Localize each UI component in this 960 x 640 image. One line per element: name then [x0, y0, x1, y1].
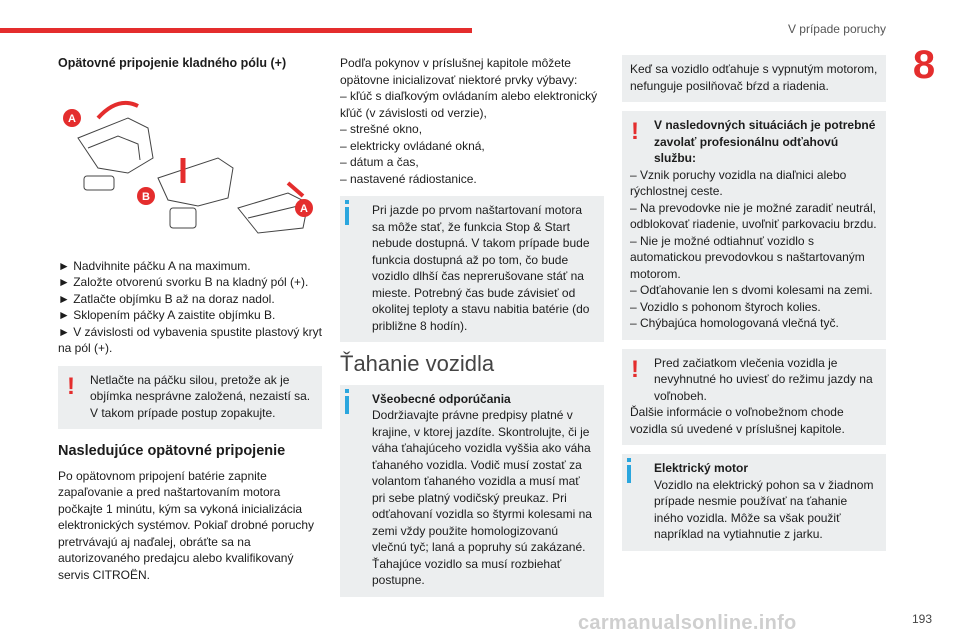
towing-heading: Ťahanie vozidla	[340, 351, 495, 376]
subsequent-reconnect-title: Nasledujúce opätovné pripojenie	[58, 443, 286, 459]
info-electric-text: Vozidlo na elektrický pohon sa v žiadnom prípade nesmie používať na ťahanie iného vozidla. Môže sa však použiť napríklad na vytiahnutie z jarku.	[654, 477, 874, 541]
warning-box-1	[58, 366, 322, 430]
warning-item: – Odťahovanie len s dvomi kolesami na zemi.	[630, 283, 873, 297]
warning-icon: !	[631, 355, 639, 383]
warning-item: – Vozidlo s pohonom štyroch kolies.	[630, 299, 821, 314]
reinit-item: – kľúč s diaľkovým ovládaním alebo elektronický kľúč (v závislosti od verzie),	[340, 89, 598, 120]
warning-item: – Vznik poruchy vozidla na diaľnici alebo rýchlostnej ceste.	[630, 167, 847, 198]
step-3: ► Zatlačte objímku B až na doraz nadol.	[58, 291, 275, 306]
column-3	[622, 55, 886, 560]
info-icon-dot	[345, 389, 349, 393]
info-icon-dot	[627, 458, 631, 462]
page-number: 193	[911, 612, 932, 626]
warning-professional-title: V nasledovných situáciách je potrebné zavolať profesionálnu odťahovú službu:	[654, 118, 876, 165]
note-box-brakes	[622, 55, 886, 102]
info-electric-title: Elektrický motor	[654, 461, 749, 475]
info-box-electric	[622, 454, 886, 551]
info-icon-dot	[345, 200, 349, 204]
info-icon	[345, 207, 349, 225]
battery-clamp-illustration	[58, 78, 322, 248]
column-1	[58, 55, 322, 583]
step-2: ► Založte otvorenú svorku B na kladný pól (+).	[58, 275, 309, 289]
reinit-item: – dátum a čas,	[340, 155, 419, 169]
label-a2: A	[300, 202, 308, 215]
warning-box-neutral	[622, 349, 886, 446]
warning-text: Netlačte na páčku silou, pretože ak je objímka nesprávne založená, nezaistí sa. V takom prípade postup zopakujte.	[90, 372, 311, 420]
info-general-text: Dodržiavajte právne predpisy platné v krajine, v ktorej jazdíte. Skontrolujte, či je váha ťahajúceho vozidla vyššia ako váha ťahaného vozidla. Vodič musí zostať za volantom ťahaného vozidla a musí mať pri sebe platný vodičský preukaz. Pri odťahovaní vozidla so štyrmi kolesami na zemi vždy použite homologizovanú vlečnú tyč; laná a popruhy sú zakázané. Ťahajúce vozidlo sa musí rozbiehať postupne.	[372, 408, 592, 587]
steps-list	[58, 258, 322, 357]
warning-icon: !	[67, 372, 75, 400]
step-1: ► Nadvihnite páčku A na maximum.	[58, 258, 251, 273]
reconnect-title: Opätovné pripojenie kladného pólu (+)	[58, 56, 287, 70]
header-accent-bar	[0, 28, 472, 33]
reinit-item: – nastavené rádiostanice.	[340, 171, 477, 186]
info-icon	[345, 396, 349, 414]
column-2	[340, 55, 604, 606]
warning-item: – Chýbajúca homologovaná vlečná tyč.	[630, 316, 839, 330]
label-a: A	[68, 112, 76, 125]
info-text-stop-start: Pri jazde po prvom naštartovaní motora sa môže stať, že funkcia Stop & Start nebude dostupná. V takom prípade bude funkcia dostupná až po tom, čo bude vozidlo dlhší čas neprerušovane stáť na mieste. Potrebný čas bude závisieť od okolitej teploty a stavu nabitia batérie (do približne 8 hodín).	[372, 203, 590, 333]
step-4: ► Sklopením páčky A zaistite objímku B.	[58, 308, 276, 322]
subsequent-reconnect-body: Po opätovnom pripojení batérie zapnite zapaľovanie a pred naštartovaním motora počkajte 1 minútu, kým sa vykoná inicializácia elektronických systémov. Pokiaľ drobné poruchy pretrvávajú aj naďalej, obráťte sa na autorizovaného predajcu alebo kvalifikovaný servis CITROËN.	[58, 468, 315, 582]
chapter-number: 8	[912, 43, 936, 87]
note-brakes-text: Keď sa vozidlo odťahuje s vypnutým motorom, nefunguje posilňovač bŕzd a riadenia.	[630, 62, 878, 93]
reinit-item: – strešné okno,	[340, 122, 423, 136]
warning-box-professional	[622, 111, 886, 340]
warning-item: – Na prevodovke nie je možné zaradiť neutrál, odblokovať riadenie, uvoľniť parkovaciu brzdu.	[630, 200, 877, 231]
warning-item: – Nie je možné odtiahnuť vozidlo s automatickou prevodovkou s naštartovaným motorom.	[630, 233, 865, 281]
label-b: B	[142, 190, 150, 203]
watermark: carmanualsonline.info	[578, 612, 797, 634]
step-5: ► V závislosti od vybavenia spustite plastový kryt na pól (+).	[58, 324, 322, 355]
reinit-list	[340, 88, 604, 187]
warning-neutral-text: Pred začiatkom vlečenia vozidla je nevyhnutné ho uviesť do režimu jazdy na voľnobeh.	[654, 355, 873, 403]
warning-icon: !	[631, 118, 639, 145]
battery-clamp-figure	[58, 78, 322, 248]
info-box-general	[340, 385, 604, 597]
info-general-title: Všeobecné odporúčania	[372, 391, 511, 406]
reinit-item: – elektricky ovládané okná,	[340, 138, 485, 153]
section-title: V prípade poruchy	[787, 22, 886, 36]
reinit-intro: Podľa pokynov v príslušnej kapitole môžete opätovne inicializovať niektoré prvky výbavy:	[340, 56, 578, 87]
warning-neutral-more: Ďalšie informácie o voľnobežnom chode vozidla sú uvedené v príslušnej kapitole.	[630, 405, 845, 436]
info-box-stop-start	[340, 196, 604, 342]
info-icon	[627, 465, 631, 483]
